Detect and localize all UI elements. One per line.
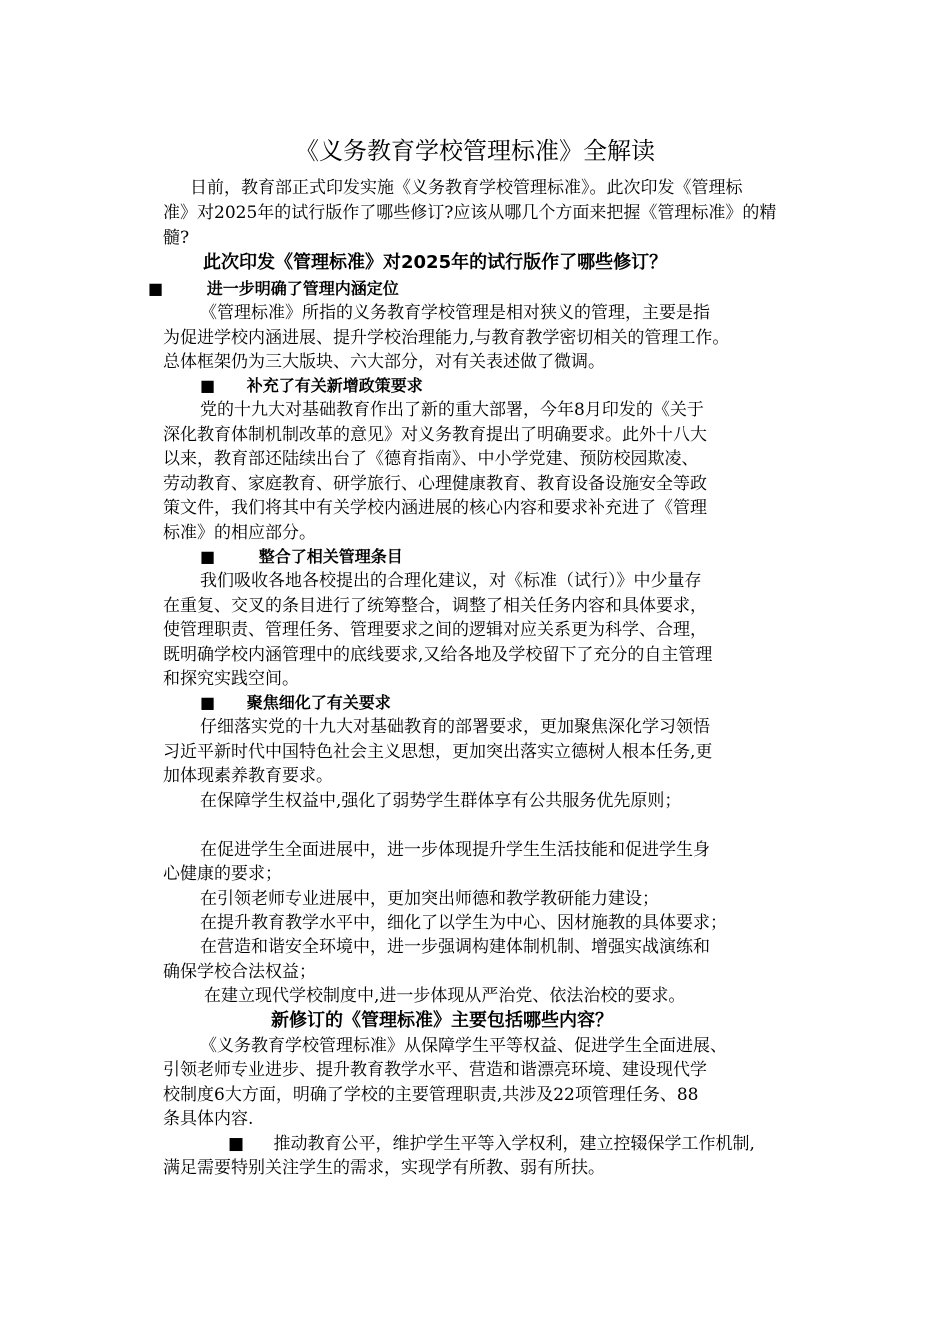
body-line: 既明确学校内涵管理中的底线要求,又给各地及学校留下了充分的自主管理 [163, 645, 713, 665]
body-line: 在提升教育教学水平中，细化了以学生为中心、因材施教的具体要求； [200, 913, 727, 933]
body-line: 《管理标准》所指的义务教育学校管理是相对狭义的管理，主要是指 [200, 303, 710, 323]
body-line: 使管理职责、管理任务、管理要求之间的逻辑对应关系更为科学、合理， [163, 620, 707, 640]
body-line: 校制度6大方面，明确了学校的主要管理职责,共涉及22项管理任务、88 [163, 1085, 699, 1105]
body-line: 在营造和谐安全环境中，进一步强调构建体制机制、增强实战演练和 [200, 937, 710, 957]
square-bullet-icon: ■ [148, 279, 164, 298]
subsection-heading [200, 374, 423, 398]
square-bullet-icon: ■ [200, 547, 216, 566]
body-line: 引领老师专业进步、提升教育教学水平、营造和谐漂亮环境、建设现代学 [163, 1060, 707, 1080]
body-line: 习近平新时代中国特色社会主义思想，更加突出落实立德树人根本任务,更 [163, 742, 713, 762]
body-line: 条具体内容. [163, 1109, 254, 1129]
subsection-title: 聚焦细化了有关要求 [246, 693, 391, 712]
body-line: 总体框架仍为三大版块、六大部分，对有关表述做了微调。 [163, 352, 605, 372]
subsection-heading [200, 691, 391, 715]
section-heading: 新修订的《管理标准》主要包括哪些内容？ [271, 1010, 613, 1031]
body-line: 在保障学生权益中,强化了弱势学生群体享有公共服务优先原则； [200, 791, 682, 811]
body-line: 在重复、交叉的条目进行了统筹整合，调整了相关任务内容和具体要求， [163, 596, 707, 616]
body-line: 确保学校合法权益； [163, 962, 316, 982]
body-line: 在促进学生全面进展中，进一步体现提升学生生活技能和促进学生身 [200, 840, 710, 860]
intro-line: 准》对2025年的试行版作了哪些修订?应该从哪几个方面来把握《管理标准》的精 [163, 203, 777, 223]
body-line: 仔细落实党的十九大对基础教育的部署要求，更加聚焦深化学习领悟 [200, 717, 710, 737]
page-title: 《义务教育学校管理标准》全解读 [295, 137, 655, 165]
body-line: 标准》的相应部分。 [163, 523, 316, 543]
bullet-line [228, 1132, 755, 1156]
body-line: 以来，教育部还陆续出台了《德育指南》、中小学党建、预防校园欺凌、 [163, 449, 699, 469]
body-line: 心健康的要求； [163, 864, 282, 884]
subsection-title: 整合了相关管理条目 [258, 547, 403, 566]
body-line: 和探究实践空间。 [163, 669, 299, 689]
body-line: 策文件，我们将其中有关学校内涵进展的核心内容和要求补充进了《管理 [163, 498, 707, 518]
body-line: 《义务教育学校管理标准》从保障学生平等权益、促进学生全面进展、 [200, 1036, 727, 1056]
body-line: 满足需要特别关注学生的需求，实现学有所教、弱有所扶。 [163, 1158, 605, 1178]
subsection-heading [200, 545, 403, 569]
body-line: 加体现素养教育要求。 [163, 766, 333, 786]
square-bullet-icon: ■ [200, 376, 216, 395]
body-line: 我们吸收各地各校提出的合理化建议，对《标准（试行）》中少量存 [200, 571, 702, 591]
body-line: 党的十九大对基础教育作出了新的重大部署，今年8月印发的《关于 [200, 400, 704, 420]
body-line: 在引领老师专业进展中，更加突出师德和教学教研能力建设； [200, 889, 659, 909]
body-line: 在建立现代学校制度中,进一步体现从严治党、依法治校的要求。 [204, 986, 686, 1006]
body-line: 劳动教育、家庭教育、研学旅行、心理健康教育、教育设备设施安全等政 [163, 474, 707, 494]
section-heading: 此次印发《管理标准》对2025年的试行版作了哪些修订？ [203, 252, 668, 273]
subsection-title: 进一步明确了管理内涵定位 [206, 279, 399, 298]
intro-line: 髓? [163, 228, 190, 248]
square-bullet-icon: ■ [228, 1134, 245, 1154]
subsection-title: 补充了有关新增政策要求 [246, 376, 423, 395]
body-line: 为促进学校内涵进展、提升学校治理能力,与教育教学密切相关的管理工作。 [163, 328, 730, 348]
bullet-text: 推动教育公平，维护学生平等入学权利，建立控辍保学工作机制, [273, 1134, 755, 1154]
body-line: 深化教育体制机制改革的意见》对义务教育提出了明确要求。此外十八大 [163, 425, 707, 445]
subsection-heading [148, 277, 399, 301]
square-bullet-icon: ■ [200, 693, 216, 712]
intro-line: 日前，教育部正式印发实施《义务教育学校管理标准》。此次印发《管理标 [190, 178, 743, 198]
